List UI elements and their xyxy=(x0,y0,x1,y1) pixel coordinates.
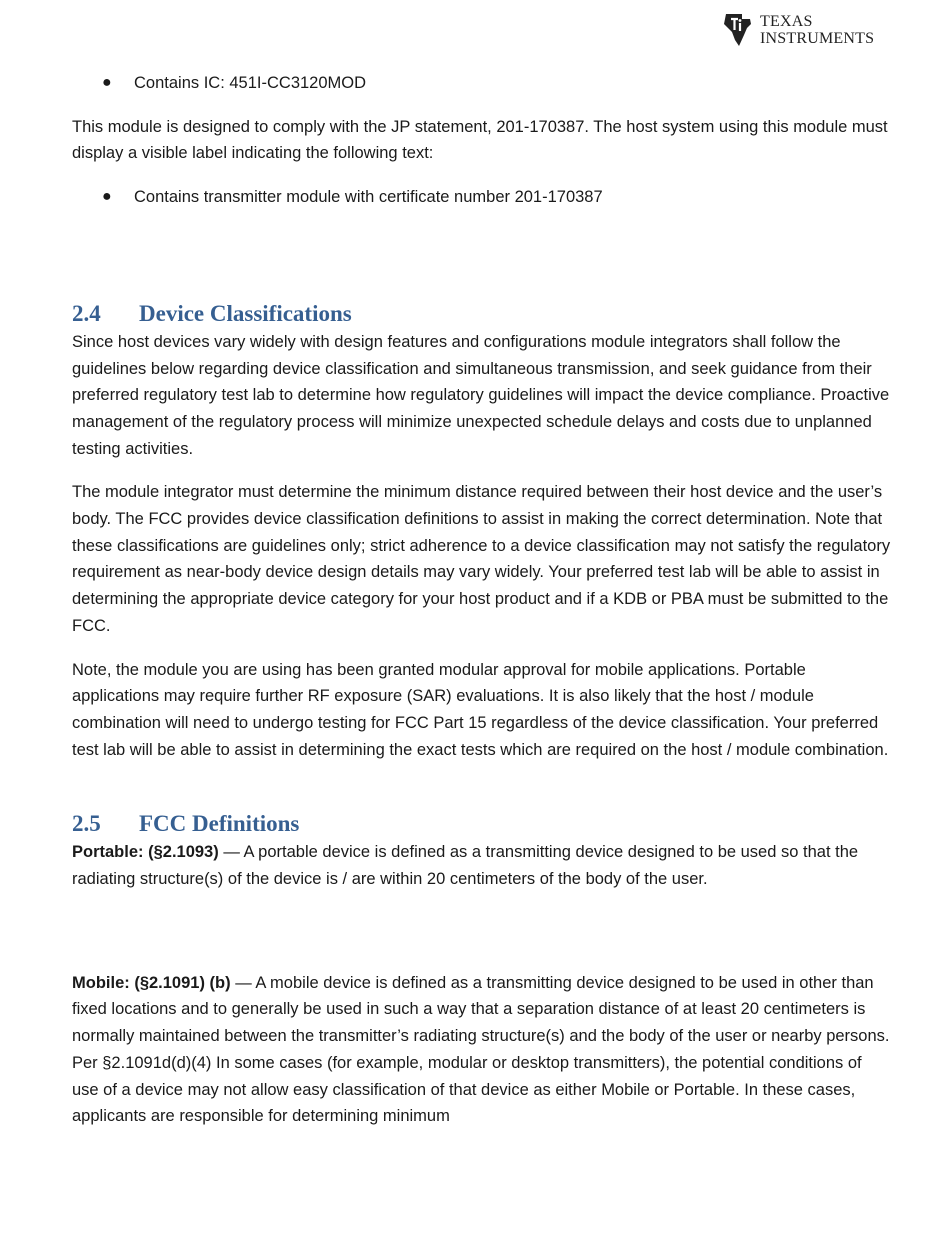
section-heading-2-4 xyxy=(72,299,892,329)
section-number: 2.4 xyxy=(72,300,101,326)
ic-list xyxy=(72,70,892,97)
paragraph: Since host devices vary widely with design features and configurations module integrators shall follow the guidelines below regarding device classification and simultaneous transmission, and seek guidance from their preferred regulatory test lab to determine how regulatory guidelines will impact the device compliance. Proactive management of the regulatory process will minimize unexpected schedule delays and costs due to unplanned testing activities. xyxy=(72,332,890,458)
document-body xyxy=(72,70,892,1147)
ti-logo-icon xyxy=(720,10,756,50)
bullet-icon: ● xyxy=(102,74,112,91)
paragraph: The module integrator must determine the minimum distance required between their host device and the user’s body. The FCC provides device classification definitions to assist in making the correct determination. Note that these classifications are guidelines only; strict adherence to a device classification may not satisfy the regulatory requirement as near-body device design details may vary widely. Your preferred test lab will be able to assist in determining the appropriate device category for your host product and if a KDB or PBA must be submitted to the FCC. xyxy=(72,483,891,635)
logo-line-2: INSTRUMENTS xyxy=(760,30,875,47)
mobile-definition xyxy=(72,970,892,1130)
logo-line-1: TEXAS xyxy=(760,13,813,30)
portable-text: — A portable device is defined as a transmitting device designed to be used so that the radiating structure(s) of the device is / are within 20 centimeters of the body of the user. xyxy=(72,843,859,889)
jp-list xyxy=(72,184,892,211)
mobile-term: Mobile: (§2.1091) (b) xyxy=(72,973,231,992)
ti-logo xyxy=(720,8,885,52)
section-heading-2-5 xyxy=(72,809,892,839)
list-item xyxy=(72,70,892,97)
mobile-text: — A mobile device is defined as a transmitting device designed to be used in other than fixed locations and to generally be used in such a way that a separation distance of at least 20 centimeters is normally maintained between the transmitter’s radiating structure(s) and the body of the user or nearby persons. Per §2.1091d(d)(4) In some cases (for example, modular or desktop transmitters), the potential conditions of use of a device may not allow easy classification of that device as either Mobile or Portable. In these cases, applicants are responsible for determining minimum xyxy=(72,973,890,1126)
paragraph: Note, the module you are using has been granted modular approval for mobile applications. Portable applications may require further RF exposure (SAR) evaluations. It is also likely that the host / module combination will need to undergo testing for FCC Part 15 regardless of the device classification. Your preferred test lab will be able to assist in determining the exact tests which are required on the host / module combination. xyxy=(72,660,889,759)
logo-wordmark xyxy=(760,13,874,47)
list-item xyxy=(72,184,892,211)
bullet-icon: ● xyxy=(102,188,112,206)
list-item-text: Contains transmitter module with certificate number 201-170387 xyxy=(134,188,603,207)
section-title: FCC Definitions xyxy=(139,811,300,837)
jp-paragraph: This module is designed to comply with the JP statement, 201-170387. The host system using this module must display a visible label indicating the following text: xyxy=(72,117,888,163)
section-number: 2.5 xyxy=(72,811,101,837)
section-title: Device Classifications xyxy=(139,300,352,326)
list-item-text: Contains IC: 451I-CC3120MOD xyxy=(134,74,367,92)
portable-term: Portable: (§2.1093) xyxy=(72,843,219,862)
portable-definition xyxy=(72,839,892,892)
